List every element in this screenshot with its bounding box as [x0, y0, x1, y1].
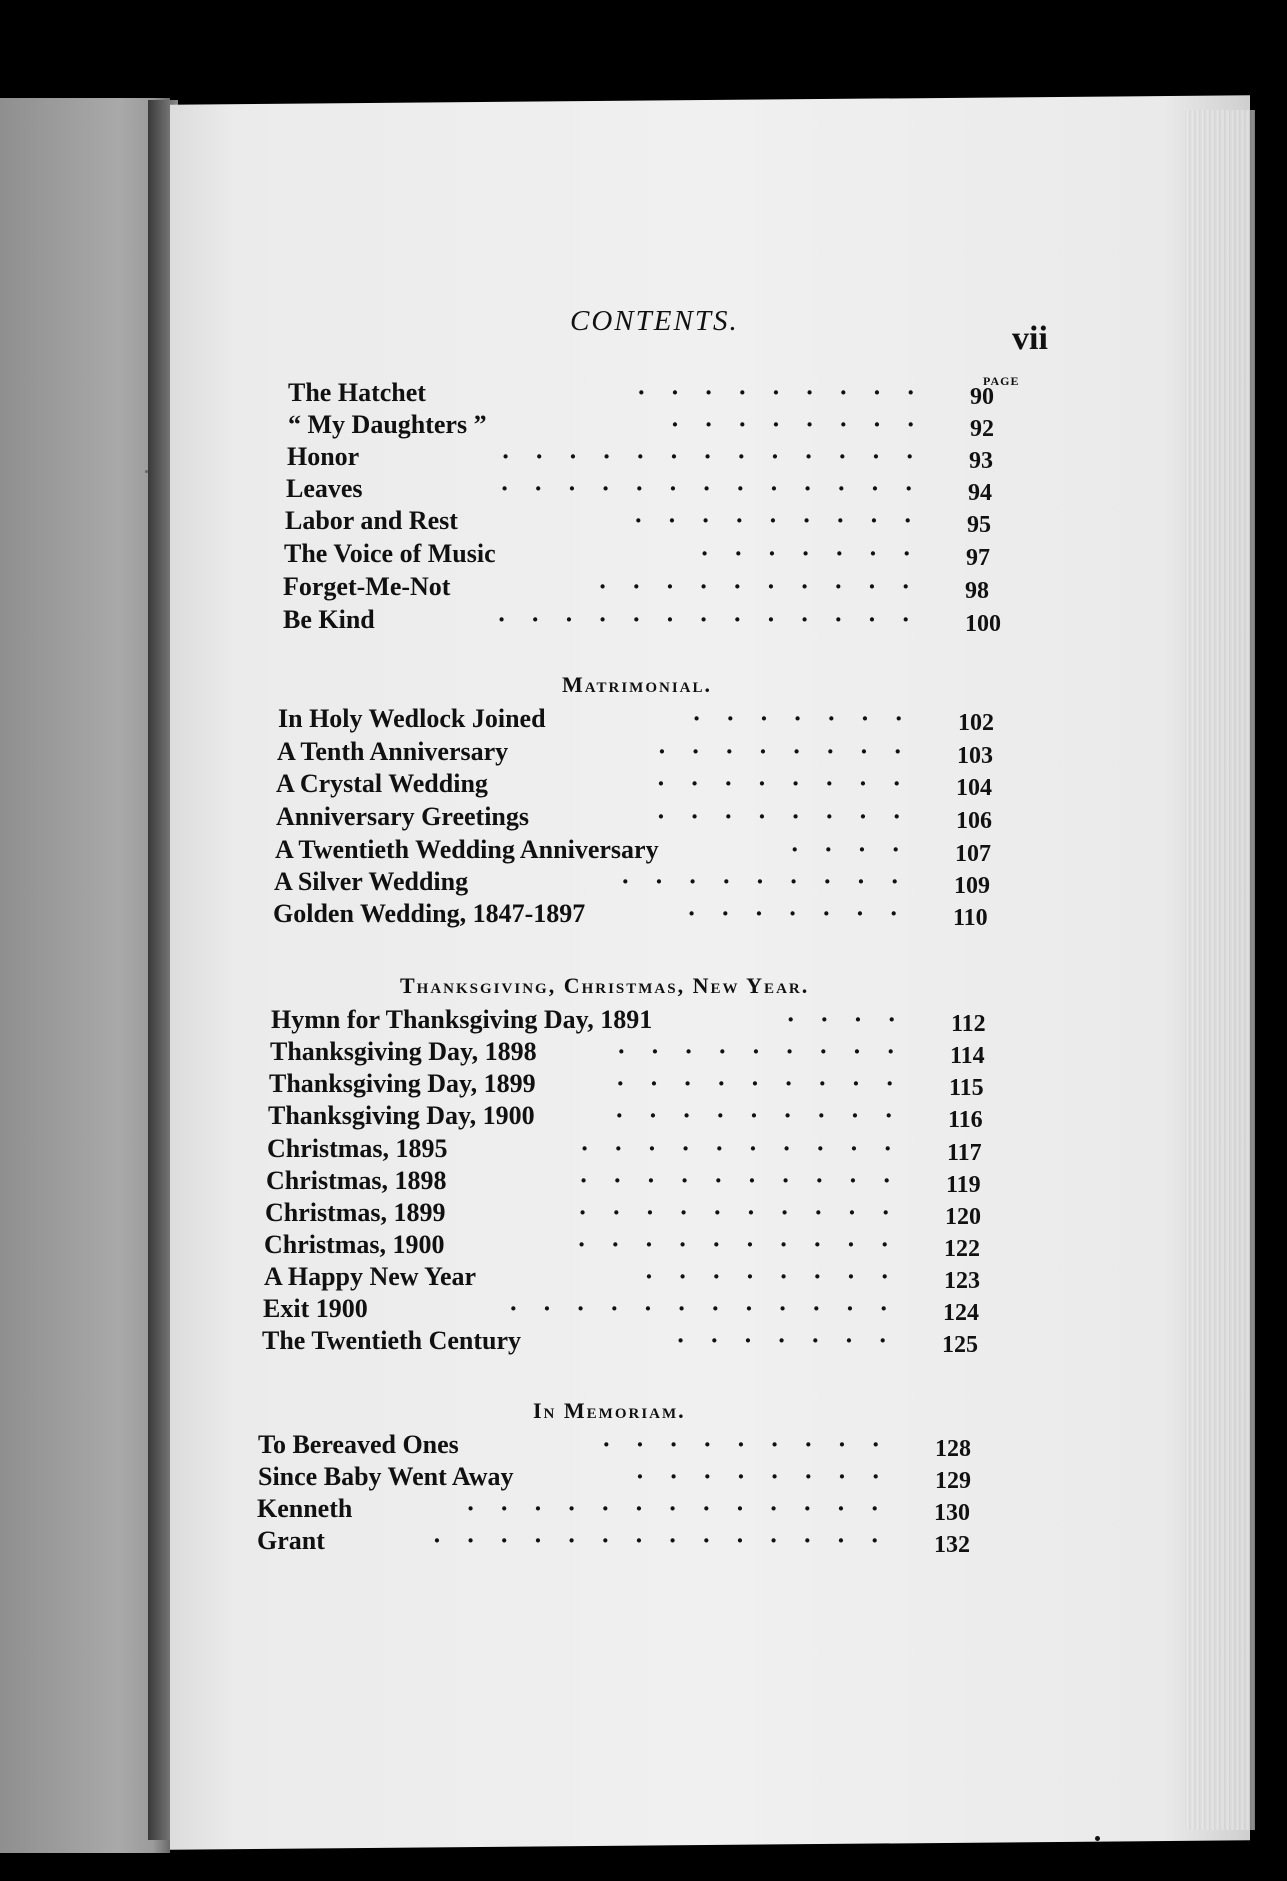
- toc-entry: [271, 1005, 1009, 1037]
- toc-entry: [286, 474, 1026, 506]
- toc-entry: [277, 737, 1015, 769]
- entry-title: The Voice of Music: [284, 539, 496, 568]
- entry-title: Golden Wedding, 1847-1897: [273, 899, 586, 928]
- entry-title: A Crystal Wedding: [276, 769, 488, 798]
- toc-entry: [270, 1037, 1008, 1069]
- ink-speck: [1095, 1836, 1100, 1841]
- dot-leader: ·········: [615, 1069, 919, 1098]
- entry-title: Be Kind: [283, 605, 375, 634]
- entry-page: 93: [969, 448, 993, 474]
- entry-page: 112: [951, 1011, 986, 1037]
- section-heading: Matrimonial.: [562, 672, 712, 697]
- toc-entry: [275, 835, 1013, 867]
- entry-page: 97: [966, 545, 990, 571]
- toc-entry: [266, 1166, 1004, 1198]
- dot-leader: ·········: [620, 867, 924, 896]
- dot-leader: ····: [790, 835, 925, 864]
- toc-entry: [276, 802, 1014, 834]
- page-folio: vii: [1012, 320, 1048, 357]
- dot-leader: ·············: [497, 605, 935, 634]
- entry-page: 106: [956, 808, 992, 834]
- dot-leader: ········: [656, 802, 926, 831]
- dot-leader: ··········: [580, 1134, 917, 1163]
- entry-page: 123: [944, 1268, 980, 1294]
- entry-title: Forget-Me-Not: [283, 572, 451, 601]
- dot-leader: ·······: [692, 704, 928, 733]
- entry-page: 104: [956, 775, 992, 801]
- entry-title: Thanksgiving Day, 1899: [269, 1069, 536, 1098]
- entry-page: 129: [935, 1468, 971, 1494]
- entry-page: 109: [954, 873, 990, 899]
- entry-title: Honor: [287, 442, 360, 471]
- toc-entry: [287, 442, 1027, 474]
- entry-title: Christmas, 1900: [264, 1230, 445, 1259]
- toc-entry: [283, 572, 1023, 604]
- dot-leader: ········: [635, 1462, 905, 1491]
- page-stack-edge: [1185, 110, 1255, 1830]
- toc-entry: [276, 769, 1014, 801]
- dot-leader: ·············: [500, 474, 938, 503]
- entry-page: 90: [970, 384, 994, 410]
- running-header: CONTENTS.: [570, 305, 739, 337]
- toc-entry: [288, 410, 1028, 442]
- entry-page: 110: [953, 905, 988, 931]
- entry-title: Labor and Rest: [285, 506, 458, 535]
- entry-title: The Hatchet: [288, 378, 426, 407]
- entry-title: Grant: [257, 1526, 325, 1555]
- dot-leader: ········: [657, 737, 927, 766]
- toc-entry: [288, 378, 1028, 410]
- entry-page: 132: [934, 1532, 970, 1558]
- entry-title: To Bereaved Ones: [258, 1430, 459, 1459]
- entry-page: 117: [947, 1140, 982, 1166]
- entry-title: In Holy Wedlock Joined: [278, 704, 546, 733]
- entry-title: Since Baby Went Away: [258, 1462, 514, 1491]
- dot-leader: ········: [644, 1262, 914, 1291]
- toc-entry: [273, 899, 1011, 931]
- left-page-edge: [0, 98, 170, 1853]
- toc-entry: [263, 1294, 1001, 1326]
- toc-entry: [278, 704, 1016, 736]
- dot-leader: ··········: [579, 1166, 916, 1195]
- section-heading: Thanksgiving, Christmas, New Year.: [400, 973, 810, 998]
- entry-page: 94: [968, 480, 992, 506]
- entry-page: 125: [942, 1332, 978, 1358]
- entry-title: A Happy New Year: [264, 1262, 477, 1291]
- dot-leader: ········: [670, 410, 940, 439]
- entry-title: Christmas, 1895: [267, 1134, 448, 1163]
- toc-entry: [284, 539, 1024, 571]
- toc-entry: [262, 1326, 1000, 1358]
- entry-title: Thanksgiving Day, 1900: [268, 1101, 535, 1130]
- dot-leader: ············: [508, 1294, 913, 1323]
- entry-title: Christmas, 1898: [266, 1166, 447, 1195]
- toc-entry: [283, 605, 1023, 637]
- dot-leader: ··········: [577, 1230, 914, 1259]
- section-heading: In Memoriam.: [533, 1398, 686, 1423]
- dot-leader: ·········: [601, 1430, 905, 1459]
- entry-title: Thanksgiving Day, 1898: [270, 1037, 537, 1066]
- dot-leader: ·············: [466, 1494, 904, 1523]
- entry-page: 114: [950, 1043, 985, 1069]
- entry-page: 128: [935, 1436, 971, 1462]
- toc-entry: [268, 1101, 1006, 1133]
- entry-page: 100: [965, 611, 1001, 637]
- dot-leader: ··············: [432, 1526, 904, 1555]
- toc-entry: [257, 1526, 992, 1558]
- dot-leader: ·········: [636, 378, 940, 407]
- toc-entry: [264, 1230, 1002, 1262]
- dot-leader: ·········: [614, 1101, 918, 1130]
- entry-page: 92: [970, 416, 994, 442]
- entry-page: 115: [949, 1075, 984, 1101]
- entry-title: A Twentieth Wedding Anniversary: [275, 835, 659, 864]
- toc-entry: [258, 1462, 993, 1494]
- entry-title: A Silver Wedding: [274, 867, 469, 896]
- dot-leader: ·······: [676, 1326, 912, 1355]
- entry-title: Exit 1900: [263, 1294, 368, 1323]
- entry-page: 98: [965, 578, 989, 604]
- entry-page: 130: [934, 1500, 970, 1526]
- dot-leader: ·······: [700, 539, 936, 568]
- entry-page: 119: [946, 1172, 981, 1198]
- dot-leader: ····: [786, 1005, 921, 1034]
- dot-leader: ·············: [501, 442, 939, 471]
- toc-entry: [285, 506, 1025, 538]
- entry-page: 103: [957, 743, 993, 769]
- entry-page: 116: [948, 1107, 983, 1133]
- toc-entry: [258, 1430, 993, 1462]
- entry-page: 95: [967, 512, 991, 538]
- toc-entry: [267, 1134, 1005, 1166]
- toc-entry: [264, 1262, 1002, 1294]
- entry-title: A Tenth Anniversary: [277, 737, 509, 766]
- entry-page: 102: [958, 710, 994, 736]
- entry-title: Leaves: [286, 474, 363, 503]
- dot-leader: ········: [656, 769, 926, 798]
- entry-title: Hymn for Thanksgiving Day, 1891: [271, 1005, 653, 1034]
- entry-title: “ My Daughters ”: [288, 410, 487, 439]
- dot-leader: ·······: [687, 899, 923, 928]
- entry-title: The Twentieth Century: [262, 1326, 522, 1355]
- entry-page: 120: [945, 1204, 981, 1230]
- toc-entry: [265, 1198, 1003, 1230]
- dot-leader: ··········: [598, 572, 935, 601]
- entry-title: Christmas, 1899: [265, 1198, 446, 1227]
- entry-page: 124: [943, 1300, 979, 1326]
- page-column-label: PAGE: [983, 374, 1020, 388]
- entry-title: Kenneth: [257, 1494, 353, 1523]
- toc-entry: [269, 1069, 1007, 1101]
- ink-speck: [145, 470, 148, 473]
- dot-leader: ·········: [633, 506, 937, 535]
- entry-title: Anniversary Greetings: [276, 802, 529, 831]
- entry-page: 122: [944, 1236, 980, 1262]
- toc-entry: [257, 1494, 992, 1526]
- dot-leader: ·········: [616, 1037, 920, 1066]
- dot-leader: ··········: [578, 1198, 915, 1227]
- entry-page: 107: [955, 841, 991, 867]
- toc-entry: [274, 867, 1012, 899]
